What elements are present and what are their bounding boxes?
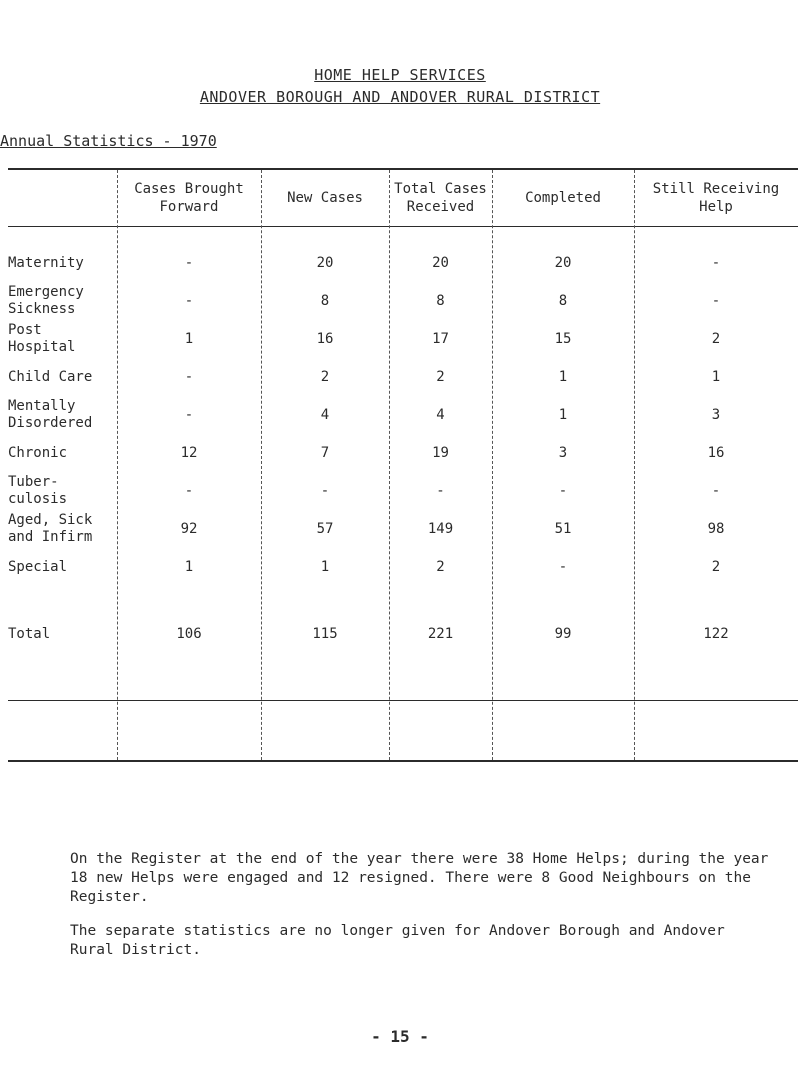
table-cell: - bbox=[184, 406, 194, 423]
table-row bbox=[8, 472, 798, 510]
table-cell: 1 bbox=[184, 558, 194, 575]
table-cell: 98 bbox=[707, 520, 725, 537]
column-header: New Cases bbox=[287, 190, 363, 206]
table-cell: 1 bbox=[184, 330, 194, 347]
table-cell: 8 bbox=[436, 292, 445, 309]
column-header bbox=[8, 170, 117, 226]
table-cell: 3 bbox=[711, 406, 721, 423]
table-total-rule bbox=[8, 700, 798, 701]
column-header: Total Cases Received bbox=[394, 181, 487, 215]
table-row bbox=[8, 548, 798, 586]
row-category: Aged, Sick and Infirm bbox=[8, 512, 93, 545]
table-cell: 1 bbox=[711, 368, 721, 385]
table-cell: 2 bbox=[436, 558, 445, 575]
table-cell: - bbox=[711, 482, 721, 499]
table-cell: 51 bbox=[554, 520, 572, 537]
table-cell: 20 bbox=[316, 254, 334, 271]
table-row bbox=[8, 434, 798, 472]
table-cell: - bbox=[184, 292, 194, 309]
table-cell: 17 bbox=[432, 330, 449, 347]
total-cell: 106 bbox=[176, 625, 202, 642]
table-cell: 8 bbox=[558, 292, 568, 309]
table-cell: - bbox=[320, 482, 330, 499]
table-cell: - bbox=[184, 254, 194, 271]
column-header: Cases Brought Forward bbox=[134, 181, 244, 215]
table-cell: - bbox=[711, 292, 721, 309]
table-cell: - bbox=[558, 558, 568, 575]
total-cell: 115 bbox=[312, 625, 338, 642]
table-row bbox=[8, 396, 798, 434]
table-cell: - bbox=[184, 368, 194, 385]
document-title: HOME HELP SERVICES bbox=[314, 66, 486, 84]
row-category: Child Care bbox=[8, 368, 93, 385]
table-cell: - bbox=[711, 254, 721, 271]
table-cell: 2 bbox=[711, 558, 721, 575]
table-cell: 2 bbox=[436, 368, 445, 385]
document-subtitle: ANDOVER BOROUGH AND ANDOVER RURAL DISTRICT bbox=[199, 88, 601, 106]
column-header: Completed bbox=[525, 190, 601, 206]
table-cell: - bbox=[558, 482, 568, 499]
table-row bbox=[8, 244, 798, 282]
total-cell: 122 bbox=[703, 625, 729, 642]
table-cell: 7 bbox=[320, 444, 330, 461]
table-cell: 12 bbox=[180, 444, 198, 461]
total-cell: 99 bbox=[554, 625, 572, 642]
table-cell: 3 bbox=[558, 444, 568, 461]
row-category: Post Hospital bbox=[8, 322, 76, 355]
table-header-row bbox=[8, 170, 798, 226]
row-category: Special bbox=[8, 558, 68, 575]
table-cell: 1 bbox=[558, 368, 568, 385]
table-cell: - bbox=[436, 482, 445, 499]
table-cell: - bbox=[184, 482, 194, 499]
table-row bbox=[8, 282, 798, 320]
column-header: Still Receiving Help bbox=[652, 181, 780, 215]
table-row bbox=[8, 320, 798, 358]
total-row bbox=[8, 604, 798, 664]
table-cell: 2 bbox=[320, 368, 330, 385]
table-bottom-rule bbox=[8, 760, 798, 762]
table-cell: 57 bbox=[316, 520, 334, 537]
section-heading: Annual Statistics - 1970 bbox=[0, 132, 217, 150]
table-cell: 2 bbox=[711, 330, 721, 347]
table-cell: 1 bbox=[558, 406, 568, 423]
row-category: Tuber- culosis bbox=[8, 474, 68, 507]
table-cell: 16 bbox=[316, 330, 334, 347]
table-cell: 149 bbox=[427, 520, 454, 537]
table-row bbox=[8, 510, 798, 548]
table-cell: 4 bbox=[436, 406, 445, 423]
table-cell: 1 bbox=[320, 558, 330, 575]
table-cell: 16 bbox=[707, 444, 725, 461]
row-category: Emergency Sickness bbox=[8, 284, 84, 317]
table-cell: 8 bbox=[320, 292, 330, 309]
table-row bbox=[8, 358, 798, 396]
note-paragraph: The separate statistics are no longer given for Andover Borough and Andover Rural District. bbox=[70, 923, 725, 958]
row-category: Mentally Disordered bbox=[8, 398, 93, 431]
table-cell: 15 bbox=[554, 330, 572, 347]
statistics-table bbox=[8, 170, 798, 664]
table-cell: 20 bbox=[554, 254, 572, 271]
table-cell: 20 bbox=[432, 254, 449, 271]
row-category: Maternity bbox=[8, 254, 84, 271]
table-cell: 4 bbox=[320, 406, 330, 423]
total-cell: 221 bbox=[427, 625, 454, 642]
register-paragraph: On the Register at the end of the year there were 38 Home Helps; during the year 18 new Helps were engaged and 12 resigned. There were 8 Good Neighbours on the Register. bbox=[70, 851, 769, 905]
total-label: Total bbox=[8, 625, 51, 642]
table-cell: 92 bbox=[180, 520, 198, 537]
page-number: - 15 - bbox=[371, 1027, 429, 1046]
row-category: Chronic bbox=[8, 444, 68, 461]
table-cell: 19 bbox=[432, 444, 449, 461]
